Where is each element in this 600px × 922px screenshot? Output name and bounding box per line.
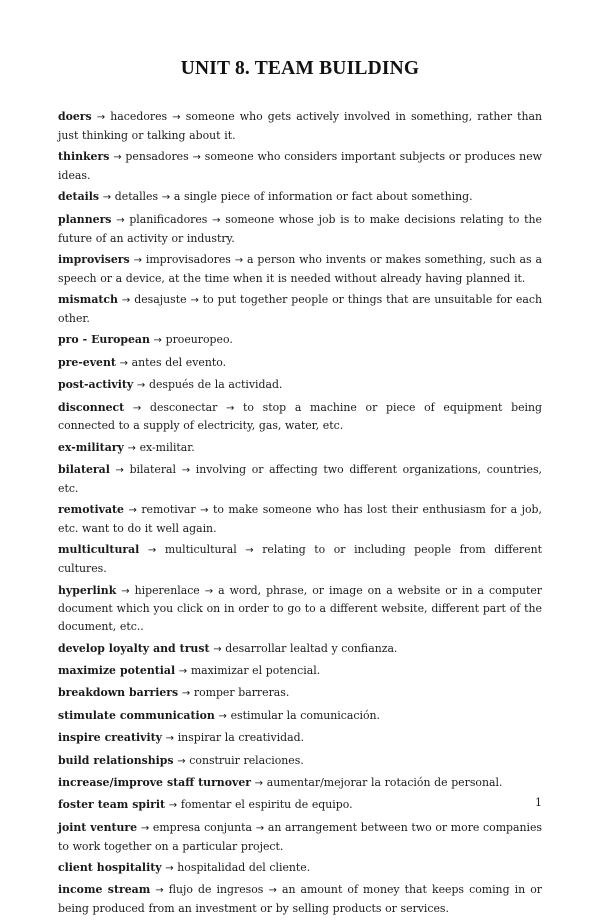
entry-translation: improvisadores bbox=[145, 252, 231, 266]
glossary-entry bbox=[58, 108, 542, 145]
entry-term: mismatch bbox=[58, 293, 118, 307]
entry-term: stimulate communication bbox=[58, 708, 215, 722]
entry-translation: hacedores bbox=[110, 110, 168, 123]
glossary-entry bbox=[58, 684, 542, 703]
arrow-icon: → bbox=[121, 585, 130, 597]
entry-term: client hospitality bbox=[58, 860, 162, 874]
entry-definition: a person who invents or makes something, such as a speech or a device, at the time when it is needed without already having planned it. bbox=[58, 252, 542, 285]
entry-definition: to stop a machine or piece of equipment being connected to a supply of electricity, gas, water, etc. bbox=[58, 400, 542, 433]
arrow-icon: → bbox=[200, 505, 209, 517]
entry-translation: pensadores bbox=[125, 150, 189, 164]
entry-definition: to make someone who has lost their enthusiasm for a job, etc. want to do it well again. bbox=[58, 503, 542, 536]
entry-definition: to put together people or things that are unsuitable for each other. bbox=[58, 293, 542, 325]
entry-term: remotivate bbox=[58, 503, 124, 517]
entry-term: develop loyalty and trust bbox=[58, 641, 210, 655]
entry-translation: después de la actividad. bbox=[148, 378, 283, 392]
glossary-entry bbox=[58, 662, 542, 681]
glossary-entry bbox=[58, 796, 542, 815]
entry-definition: someone whose job is to make decisions relating to the future of an activity or industry. bbox=[58, 212, 542, 245]
glossary-entry bbox=[58, 774, 542, 793]
glossary-entry bbox=[58, 461, 542, 498]
arrow-icon: → bbox=[255, 822, 265, 834]
entry-definition: a word, phrase, or image on a website or in a computer document which you click on in order to go to a different website, different part of the document, etc.. bbox=[58, 583, 542, 634]
entry-term: increase/improve staff turnover bbox=[58, 775, 251, 789]
entry-definition: involving or affecting two different organizations, countries, etc. bbox=[58, 463, 543, 495]
arrow-icon: → bbox=[155, 885, 164, 897]
entry-translation: hiperenlace bbox=[134, 583, 200, 597]
glossary-entry bbox=[58, 881, 542, 918]
glossary-entry bbox=[58, 354, 542, 373]
entry-term: breakdown barriers bbox=[58, 686, 179, 700]
entry-translation: ex-militar. bbox=[139, 440, 195, 454]
entry-definition: someone who gets actively involved in something, rather than just thinking or talking about it. bbox=[58, 110, 543, 142]
entry-translation: desarrollar lealtad y confianza. bbox=[225, 641, 398, 655]
entry-translation: flujo de ingresos bbox=[168, 883, 264, 897]
entry-term: maximize potential bbox=[58, 664, 176, 678]
glossary-entry bbox=[58, 501, 542, 538]
arrow-icon: → bbox=[204, 585, 214, 597]
entry-translation: desconectar bbox=[149, 400, 218, 414]
arrow-icon: → bbox=[153, 335, 162, 347]
arrow-icon: → bbox=[119, 357, 128, 369]
entry-translation: hospitalidad del cliente. bbox=[177, 860, 311, 874]
arrow-icon: → bbox=[121, 295, 131, 307]
arrow-icon: → bbox=[133, 254, 142, 266]
arrow-icon: → bbox=[218, 710, 227, 722]
entry-term: bilateral bbox=[58, 463, 110, 477]
entry-term: details bbox=[58, 190, 100, 204]
entry-translation: fomentar el espiritu de equipo. bbox=[180, 798, 353, 812]
glossary-entry bbox=[58, 251, 542, 288]
arrow-icon: → bbox=[254, 777, 264, 789]
arrow-icon: → bbox=[212, 214, 221, 226]
arrow-icon: → bbox=[116, 214, 125, 226]
arrow-icon: → bbox=[225, 402, 235, 414]
entry-term: joint venture bbox=[58, 820, 138, 834]
entry-term: multicultural bbox=[58, 543, 140, 557]
glossary-entry bbox=[58, 819, 542, 856]
arrow-icon: → bbox=[127, 442, 136, 454]
entry-definition: a single piece of information or fact about something. bbox=[173, 190, 473, 204]
entry-term: hyperlink bbox=[58, 583, 117, 597]
arrow-icon: → bbox=[147, 545, 157, 557]
entry-translation: desajuste bbox=[134, 293, 187, 307]
arrow-icon: → bbox=[113, 152, 122, 164]
arrow-icon: → bbox=[161, 192, 171, 204]
arrow-icon: → bbox=[136, 380, 146, 392]
entry-term: income stream bbox=[58, 883, 151, 897]
arrow-icon: → bbox=[192, 152, 201, 164]
glossary-entry bbox=[58, 640, 542, 659]
glossary-entry bbox=[58, 752, 542, 771]
arrow-icon: → bbox=[132, 402, 142, 414]
entry-term: pre-event bbox=[58, 355, 116, 369]
arrow-icon: → bbox=[172, 112, 181, 123]
arrow-icon: → bbox=[102, 192, 112, 204]
glossary-entry bbox=[58, 399, 542, 436]
entry-translation: remotivar bbox=[141, 503, 196, 517]
arrow-icon: → bbox=[115, 465, 124, 477]
glossary-entry bbox=[58, 291, 542, 328]
glossary-entry bbox=[58, 211, 542, 248]
entry-term: inspire creativity bbox=[58, 731, 162, 745]
entry-translation: empresa conjunta bbox=[152, 820, 253, 834]
arrow-icon: → bbox=[128, 505, 137, 517]
entry-translation: detalles bbox=[114, 190, 159, 204]
glossary-entry bbox=[58, 188, 542, 207]
entry-translation: aumentar/mejorar la rotación de personal. bbox=[266, 775, 503, 789]
entry-definition: someone who considers important subjects or produces new ideas. bbox=[58, 150, 542, 182]
entry-translation: bilateral bbox=[129, 463, 177, 477]
entry-translation: planificadores bbox=[129, 212, 208, 226]
arrow-icon: → bbox=[96, 112, 106, 123]
arrow-icon: → bbox=[268, 885, 277, 897]
arrow-icon: → bbox=[213, 643, 222, 655]
entry-term: post-activity bbox=[58, 378, 134, 392]
page-number: 1 bbox=[535, 796, 542, 809]
glossary-entry bbox=[58, 582, 542, 636]
glossary-entry bbox=[58, 439, 542, 458]
arrow-icon: → bbox=[177, 755, 186, 767]
entry-definition: an arrangement between two or more companies to work together on a particular project. bbox=[58, 820, 543, 853]
entry-term: thinkers bbox=[58, 150, 110, 164]
glossary-entry bbox=[58, 859, 542, 878]
entry-translation: inspirar la creatividad. bbox=[177, 731, 305, 745]
arrow-icon: → bbox=[165, 862, 174, 874]
entry-term: pro - European bbox=[58, 333, 150, 347]
arrow-icon: → bbox=[165, 733, 175, 745]
glossary-entry bbox=[58, 729, 542, 748]
arrow-icon: → bbox=[140, 822, 150, 834]
entry-translation: antes del evento. bbox=[131, 355, 227, 369]
entry-term: improvisers bbox=[58, 252, 130, 266]
entry-term: ex-military bbox=[58, 440, 124, 454]
glossary-entry bbox=[58, 541, 542, 578]
arrow-icon: → bbox=[181, 465, 191, 477]
arrow-icon: → bbox=[168, 800, 178, 812]
entry-term: foster team spirit bbox=[58, 798, 166, 812]
arrow-icon: → bbox=[245, 545, 254, 557]
arrow-icon: → bbox=[178, 666, 188, 678]
entry-term: build relationships bbox=[58, 753, 174, 767]
arrow-icon: → bbox=[190, 295, 199, 307]
entry-term: doers bbox=[58, 110, 92, 123]
arrow-icon: → bbox=[234, 254, 244, 266]
entry-translation: maximizar el potencial. bbox=[190, 664, 321, 678]
glossary-entry bbox=[58, 376, 542, 395]
entry-term: disconnect bbox=[58, 400, 125, 414]
entry-definition: an amount of money that keeps coming in or being produced from an investment or by selling products or services. bbox=[58, 883, 542, 916]
glossary-entry bbox=[58, 148, 542, 185]
entry-definition: relating to or including people from different cultures. bbox=[58, 543, 542, 576]
glossary-list bbox=[58, 108, 542, 922]
entry-translation: romper barreras. bbox=[193, 686, 290, 700]
entry-term: planners bbox=[58, 212, 112, 226]
entry-translation: construir relaciones. bbox=[189, 753, 304, 767]
page-title: UNIT 8. TEAM BUILDING bbox=[180, 58, 420, 79]
entry-translation: estimular la comunicación. bbox=[230, 708, 380, 722]
glossary-entry bbox=[58, 707, 542, 726]
entry-translation: proeuropeo. bbox=[165, 333, 233, 347]
entry-translation: multicultural bbox=[164, 543, 237, 557]
arrow-icon: → bbox=[181, 688, 191, 700]
glossary-entry bbox=[58, 331, 542, 350]
